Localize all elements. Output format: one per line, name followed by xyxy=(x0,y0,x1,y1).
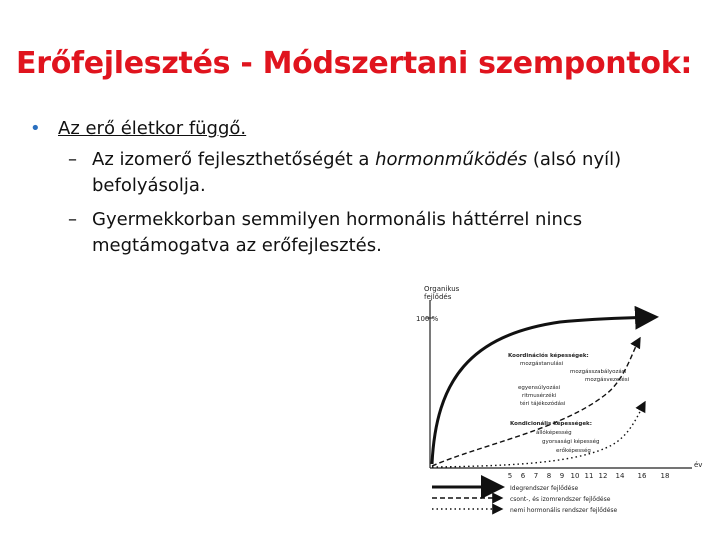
x-tick-label: 18 xyxy=(660,472,670,480)
x-tick-label: 6 xyxy=(520,472,526,480)
bullet-dot-icon: • xyxy=(30,118,41,139)
slide-title: Erőfejlesztés - Módszertani szempontok: xyxy=(16,46,693,81)
curve-label: erőképesség xyxy=(556,448,591,454)
x-tick-labels xyxy=(508,472,670,480)
x-tick-label: 16 xyxy=(637,472,647,480)
dash-icon: – xyxy=(68,149,77,170)
coordination-heading: Koordinációs képességek: xyxy=(508,353,589,359)
x-axis-label: év xyxy=(694,461,703,469)
y-tick-label: 100 % xyxy=(416,315,439,323)
legend-text: csont-, és izomrendszer fejlődése xyxy=(510,496,611,503)
x-tick-label: 9 xyxy=(559,472,565,480)
x-tick-label: 11 xyxy=(584,472,594,480)
legend-text: Idegrendszer fejlődése xyxy=(510,485,579,492)
dash-icon: – xyxy=(68,209,77,230)
curve-label: mozgásszabályozási xyxy=(570,369,627,375)
x-tick-label: 7 xyxy=(533,472,539,480)
x-tick-label: 12 xyxy=(598,472,608,480)
curve-label: egyensúlyozási xyxy=(518,385,561,391)
y-axis-label-1: Organikus xyxy=(424,285,460,293)
sub-bullet-1-pre: Az izomerő fejleszthetőségét a xyxy=(92,149,376,170)
sub-bullet-2-text: Gyermekkorban semmilyen hormonális háttérrel nincs megtámogatva az erőfejlesztés. xyxy=(92,209,583,256)
curve-label: gyorsasági képesség xyxy=(542,439,600,445)
x-tick-label: 5 xyxy=(507,472,513,480)
curve-label: állóképesség xyxy=(536,430,572,436)
sub-bullet-1-post: (alsó nyíl) befolyásolja. xyxy=(92,149,622,196)
x-tick-label: 14 xyxy=(615,472,625,480)
curve-label: mozgásvezetési xyxy=(585,377,630,383)
curve-label: téri tájékozódási xyxy=(520,401,566,407)
x-tick-label: 10 xyxy=(570,472,580,480)
legend-text: nemi hormonális rendszer fejlődése xyxy=(510,507,618,514)
conditional-heading: Kondicionális képességek: xyxy=(510,421,592,427)
curve-label: ritmusérzéki xyxy=(522,393,557,399)
x-tick-label: 8 xyxy=(546,472,552,480)
bullet-main-text[interactable]: Az erő életkor függő. xyxy=(58,118,247,139)
curve-label: mozgástanulási xyxy=(520,361,564,367)
sub-bullet-1-emphasis: hormonműködés xyxy=(375,149,528,170)
y-axis-label-2: fejlődés xyxy=(424,293,452,301)
